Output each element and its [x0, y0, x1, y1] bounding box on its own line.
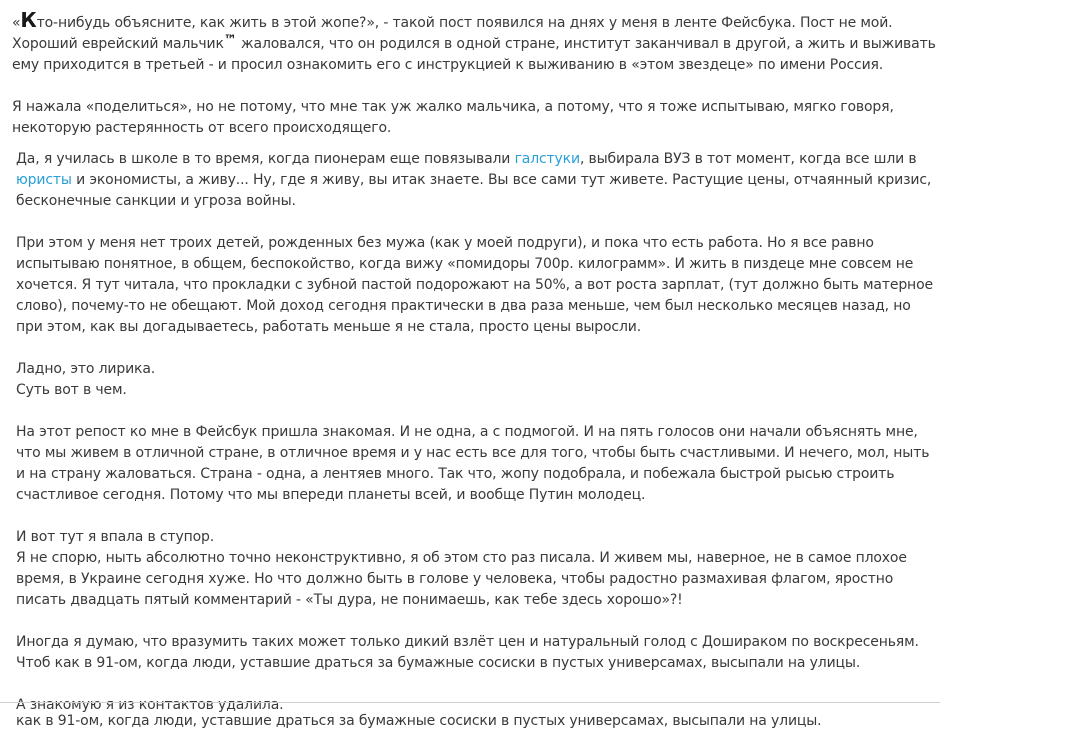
trademark-symbol: ™ — [223, 33, 237, 48]
intro-paragraph-1 — [12, 10, 942, 76]
paragraph-line: Суть вот в чем. — [16, 382, 127, 398]
clipped-text-line: как в 91-ом, когда люди, уставшие драться за бумажные сосиски в пустых универсамах, высыпали на улицы. — [16, 713, 822, 729]
intro-text-before-tm: то-нибудь объясните, как жить в этой жопе?», - такой пост появился на днях у меня в ленте Фейсбука. Пост не мой. Хороший еврейский мальчик — [12, 15, 893, 52]
paragraph-text: Да, я училась в школе в то время, когда пионерам еще повязывали — [16, 151, 515, 167]
body-paragraph-2: При этом у меня нет троих детей, рожденных без мужа (как у моей подруги), и пока что есть работа. Но я все равно испытываю понятное, в общем, беспокойство, когда вижу «помидоры 700р. килограмм». И жить в пиздеце мне совсем не хочется. Я тут читала, что прокладки с зубной пастой подорожают на 50%, а вот роста зарплат, (тут должно быть матерное слово), почему-то не обещают. Мой доход сегодня практически в два раза меньше, чем был несколько месяцев назад, но при этом, как вы догадываетесь, работать меньше я не стала, просто цены выросли. — [16, 235, 933, 335]
body-paragraph-4: На этот репост ко мне в Фейсбук пришла знакомая. И не одна, а с подмогой. И на пять голосов они начали объяснять мне, что мы живем в отличной стране, в отличное время и у нас есть все для того, чтобы быть счастливыми. И нечего, мол, ныть и на страну жаловаться. Страна - одна, а лентяев много. Так что, жопу подобрала, и побежала быстрой рысью строить счастливое сегодня. Потому что мы впереди планеты всей, и вообще Путин молодец. — [16, 424, 930, 503]
paragraph-text: , выбирала ВУЗ в тот момент, когда все шли в — [579, 151, 917, 167]
article-intro — [12, 10, 942, 160]
body-paragraph-1 — [16, 149, 940, 212]
paragraph-line: Ладно, это лирика. — [16, 361, 156, 377]
paragraph-text: Я не спорю, ныть абсолютно точно неконструктивно, я об этом сто раз писала. И живем мы, наверное, не в самое плохое время, в Украине сегодня хуже. Но что должно быть в голове у человека, чтобы радостно размахивая флагом, яростно писать двадцать пятый комментарий - «Ты дура, не понимаешь, как тебе здесь хорошо»?! — [16, 550, 907, 608]
body-paragraph-5 — [16, 527, 940, 611]
article-body — [16, 149, 940, 737]
link-galstuki[interactable]: галстуки — [514, 151, 580, 167]
paragraph-line: И вот тут я впала в ступор. — [16, 529, 215, 545]
body-paragraph-6: Иногда я думаю, что вразумить таких может только дикий взлёт цен и натуральный голод с Дошираком по воскресеньям. Чтоб как в 91-ом, когда люди, уставшие драться за бумажные сосиски в пустых универсамах, высыпали на улицы. — [16, 634, 919, 671]
drop-letter: К — [20, 8, 37, 32]
link-yuristy[interactable]: юристы — [16, 172, 72, 188]
intro-text-after-tm: жаловался, что он родился в одной стране, институт заканчивал в другой, а жить и выживать ему приходится в третьей - и просил ознакомить его с инструкцией к выживанию в «этом звездеце» по имени Россия. — [12, 36, 936, 73]
paragraph-text: и экономисты, а живу... Ну, где я живу, вы итак знаете. Вы все сами тут живете. Растущие цены, отчаянный кризис, бесконечные санкции и угроза войны. — [16, 172, 932, 209]
body-paragraph-7: А знакомую я из контактов удалила. — [16, 697, 284, 713]
intro-paragraph-2: Я нажала «поделиться», но не потому, что мне так уж жалко мальчика, а потому, что я тоже испытываю, мягко говоря, некоторую растерянность от всего происходящего. — [12, 99, 894, 136]
open-quote: « — [12, 15, 21, 31]
body-paragraph-3 — [16, 359, 940, 401]
divider — [0, 702, 940, 703]
